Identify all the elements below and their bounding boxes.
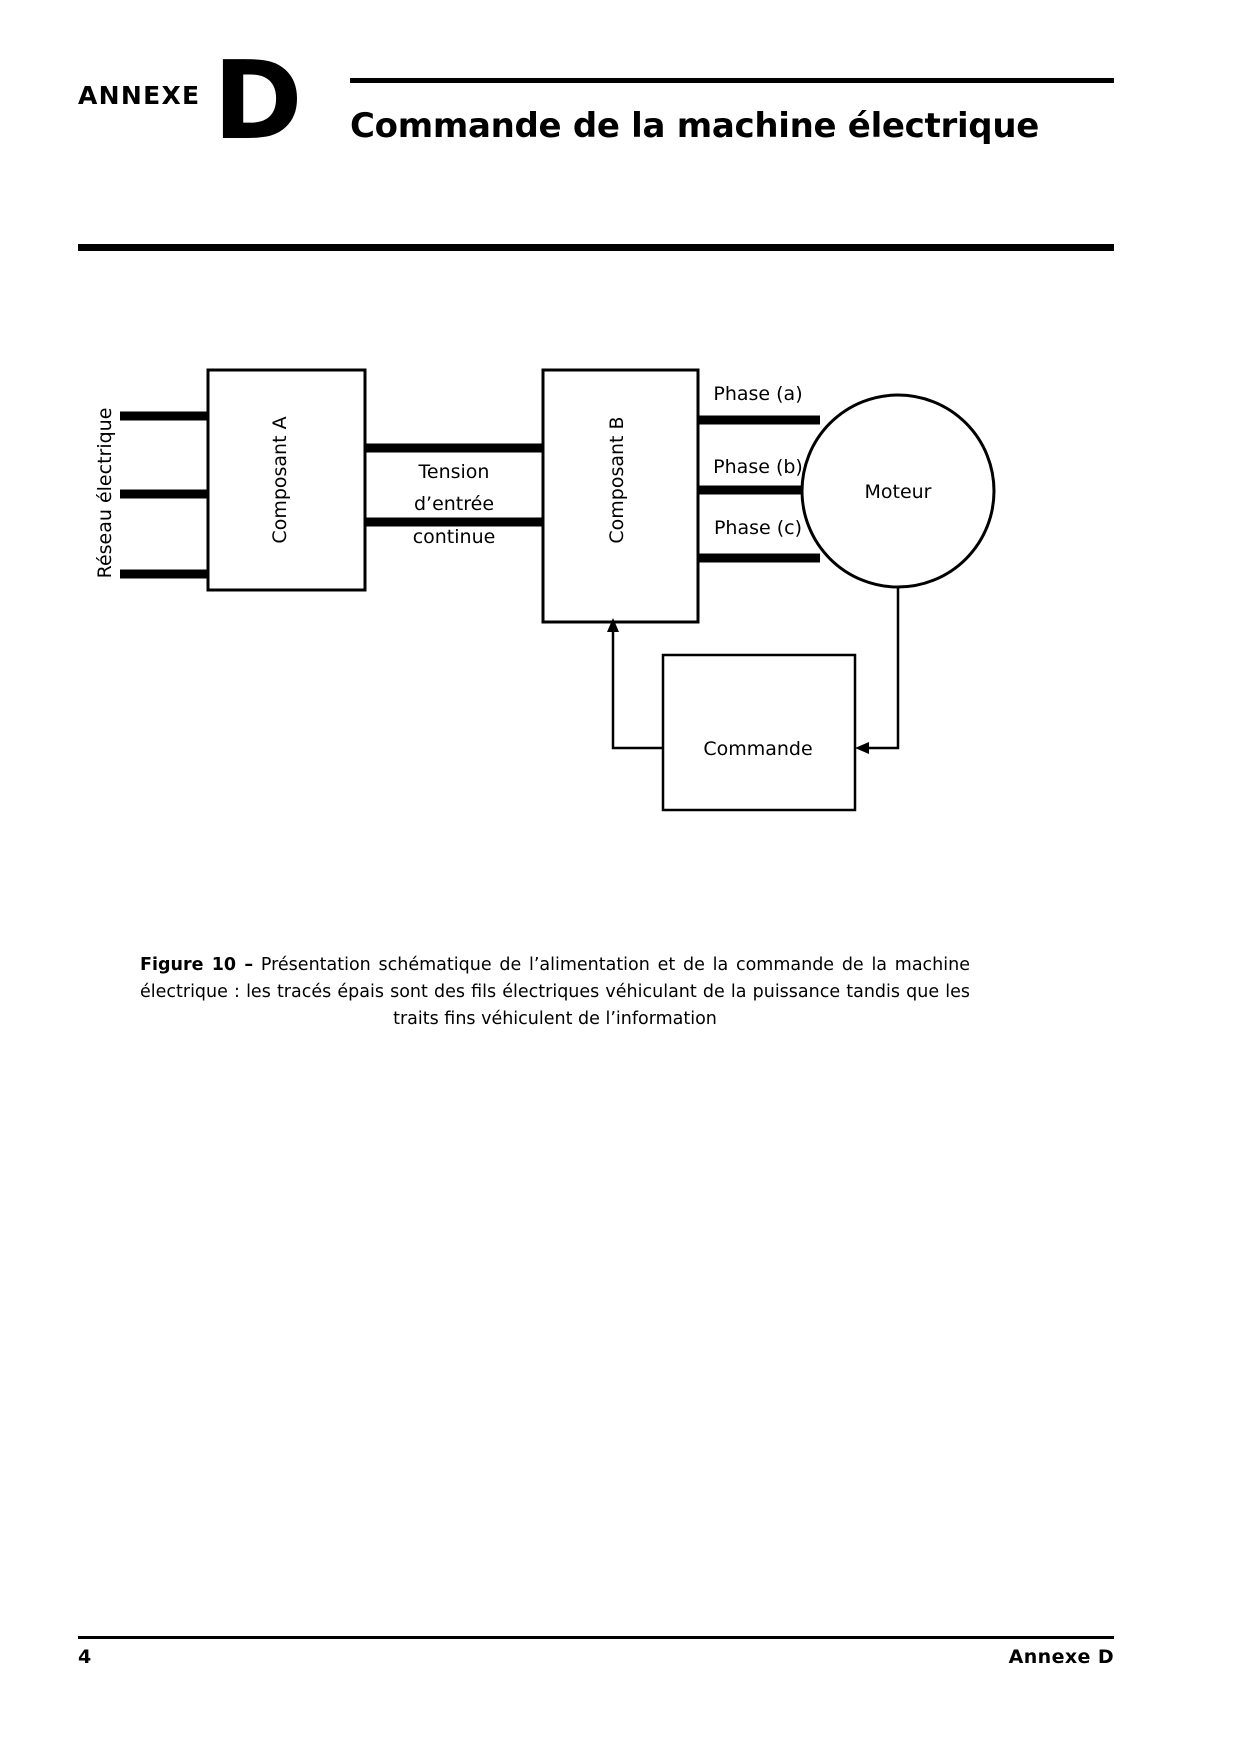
annexe-label: ANNEXE [78, 81, 201, 110]
control-box [663, 655, 855, 810]
footer-rule [78, 1636, 1114, 1639]
label-phase-c: Phase (c) [713, 517, 803, 539]
page-number: 4 [78, 1646, 92, 1668]
figure-caption-prefix: Figure 10 – [140, 955, 254, 975]
label-component-a: Composant A [269, 416, 291, 544]
header-rule-top [350, 78, 1114, 83]
label-network: Réseau électrique [94, 407, 116, 579]
figure-caption [140, 952, 970, 1033]
label-dc-voltage-line2: d’entrée [413, 493, 495, 515]
label-control: Commande [703, 738, 813, 760]
info-line-control-to-b [613, 630, 663, 748]
label-phase-b: Phase (b) [713, 456, 803, 478]
label-motor: Moteur [864, 481, 932, 503]
label-phase-a: Phase (a) [713, 383, 803, 405]
header-rule-bottom [78, 244, 1114, 251]
label-dc-voltage-line3: continue [412, 526, 496, 548]
page-title: Commande de la machine électrique [350, 106, 1040, 146]
label-component-b: Composant B [606, 416, 628, 544]
arrow-head-to-control [855, 742, 869, 754]
label-dc-voltage-line1: Tension [418, 461, 490, 483]
annexe-letter: D [213, 39, 303, 164]
footer-section: Annexe D [1008, 1646, 1114, 1668]
figure-caption-text: Présentation schématique de l’alimentation et de la commande de la machine électrique : les tracés épais sont des fils électriques véhiculant de la puissance tandis que les traits fins véhiculent de l’information [140, 955, 970, 1030]
info-line-motor-to-control [867, 587, 898, 748]
figure-diagram [78, 330, 1114, 950]
power-wires-input [120, 416, 208, 574]
